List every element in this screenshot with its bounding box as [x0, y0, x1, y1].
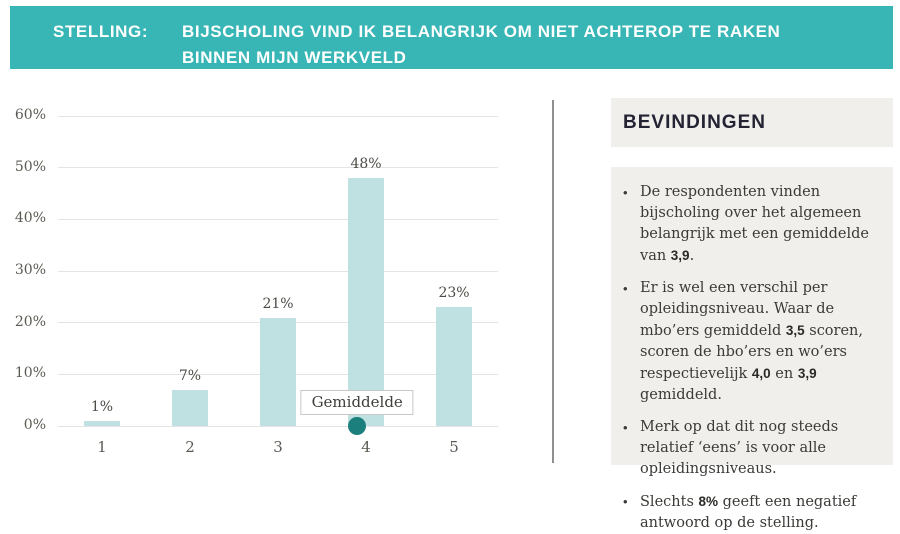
finding-bullet [623, 417, 883, 480]
statement-line-2: BINNEN MIJN WERKVELD [182, 48, 407, 67]
bar-slot-5 [410, 116, 498, 426]
y-axis-label: 50% [14, 158, 46, 175]
y-axis-label: 0% [23, 417, 46, 433]
bar-4 [348, 178, 384, 426]
x-axis-label: 5 [449, 438, 459, 456]
bar-slot-1 [58, 116, 146, 426]
bar-5 [436, 307, 472, 426]
findings-panel [611, 167, 893, 531]
bullet-text: De respondenten vinden bijscholing over het algemeen belangrijk met een gemiddelde van 3,9. [640, 184, 869, 264]
y-axis-label: 10% [14, 365, 46, 382]
findings-title: BEVINDINGEN [623, 111, 766, 133]
x-axis-label: 4 [361, 438, 371, 456]
bullet-text: Slechts 8% geeft een negatief antwoord op de stelling. [640, 494, 857, 531]
bullet-text: Er is wel een verschil per opleidingsniveau. Waar de mbo’ers gemiddeld 3,5 scoren, scoren de hbo’ers en wo’ers respectievelijk 4,0 en 3,9 gemiddeld. [640, 280, 864, 403]
statement-banner [10, 6, 893, 69]
y-axis-label: 40% [14, 210, 46, 227]
bullet-marker-icon: • [623, 185, 628, 200]
y-axis-label: 30% [14, 262, 46, 278]
x-axis-label: 2 [185, 438, 195, 456]
bar-value-label: 7% [178, 367, 202, 384]
finding-bullet [623, 491, 883, 534]
finding-bullet [623, 278, 883, 406]
mean-label: Gemiddelde [301, 390, 414, 415]
statement-text [182, 19, 780, 71]
bar-slot-3 [234, 116, 322, 426]
bullet-text: Merk op dat dit nog steeds relatief ‘eens’ is voor alle opleidingsniveaus. [640, 419, 839, 477]
statement-label: STELLING: [53, 22, 149, 41]
bar-chart-plot [14, 107, 498, 456]
statement-line-1: BIJSCHOLING VIND IK BELANGRIJK OM NIET ACHTEROP TE RAKEN [182, 22, 781, 41]
bullet-marker-icon: • [623, 420, 628, 435]
findings-header [611, 98, 893, 147]
bar-2 [172, 390, 208, 426]
vertical-divider [552, 100, 554, 463]
bullet-marker-icon: • [623, 281, 628, 296]
bar-value-label: 21% [262, 295, 294, 312]
bar-1 [84, 421, 120, 426]
y-axis-label: 60% [14, 107, 46, 123]
mean-dot [348, 417, 366, 435]
bar-value-label: 23% [438, 285, 470, 302]
x-axis-label: 3 [273, 438, 283, 456]
bar-3 [260, 318, 296, 427]
bar-value-label: 48% [350, 156, 382, 172]
finding-bullet [623, 182, 883, 267]
bullet-marker-icon: • [623, 494, 628, 509]
y-axis-label: 20% [14, 313, 46, 330]
x-axis-label: 1 [97, 438, 107, 456]
bar-value-label: 1% [90, 398, 114, 415]
